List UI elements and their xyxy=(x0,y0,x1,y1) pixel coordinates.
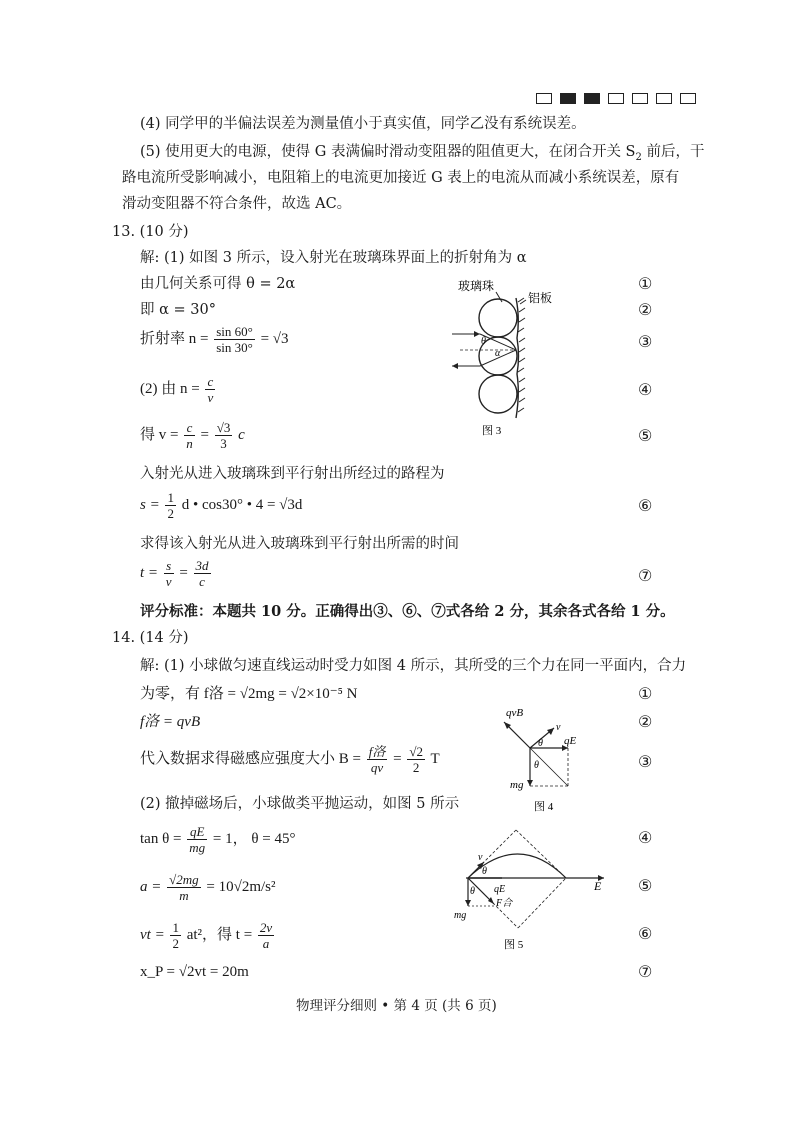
figure-4 xyxy=(492,706,602,818)
page-marker-boxes xyxy=(528,88,696,107)
eq-number: ① xyxy=(638,274,653,293)
eq-text: c xyxy=(238,426,245,443)
fraction xyxy=(194,558,211,589)
q13-line8 xyxy=(140,490,302,521)
marker-box xyxy=(560,93,576,104)
q13-line7: 入射光从进入玻璃珠到平行射出所经过的路程为 xyxy=(140,466,445,482)
eq-number: ④ xyxy=(638,828,653,847)
figure-5 xyxy=(448,822,614,956)
figure-3 xyxy=(440,278,560,438)
marker-box xyxy=(656,93,672,104)
fig5-caption: 图 5 xyxy=(504,939,524,951)
eq-number: ⑥ xyxy=(638,496,653,515)
q13-scoring: 评分标准：本题共 10 分。正确得出③、⑥、⑦式各给 2 分，其余各式各给 1 分。 xyxy=(140,603,675,620)
q13-line2: 由几何关系可得 θ = 2α xyxy=(140,276,296,292)
arrow xyxy=(474,331,480,337)
q13-line10 xyxy=(140,558,213,589)
denominator: c xyxy=(199,574,205,589)
q13-line3: 即 α = 30° xyxy=(140,302,216,318)
eq-text: tan θ = xyxy=(140,830,182,847)
eq-text: = 10√2m/s² xyxy=(206,878,276,895)
eq-number: ⑦ xyxy=(638,962,653,981)
eq-text: 得 v = xyxy=(140,426,179,443)
fig5-qE: qE xyxy=(494,884,506,895)
fraction xyxy=(214,324,255,355)
eq-number: ⑤ xyxy=(638,426,653,445)
eq-text: = xyxy=(393,750,402,767)
q14-line5: (2) 撤掉磁场后，小球做类平抛运动，如图 5 所示 xyxy=(140,796,460,812)
eq-text: T xyxy=(430,750,440,767)
fraction xyxy=(205,374,215,405)
numerator: qE xyxy=(187,824,207,840)
eq-number: ② xyxy=(638,300,653,319)
fig3-alpha: α xyxy=(495,348,501,359)
text: 前后，干 xyxy=(641,144,705,160)
denominator: mg xyxy=(189,840,206,855)
fig3-label-bead: 玻璃珠 xyxy=(458,279,495,293)
eq-text: t = xyxy=(140,564,159,581)
sec12-item5-line1 xyxy=(140,142,704,168)
fig5-theta: θ xyxy=(470,886,475,897)
eq-text: = 1， θ = 45° xyxy=(212,830,296,847)
q13-line1: 解: (1) 如图 3 所示，设入射光在玻璃珠界面上的折射角为 α xyxy=(140,250,527,266)
denominator: a xyxy=(262,936,270,951)
eq-number: ⑥ xyxy=(638,924,653,943)
denominator: 2 xyxy=(167,506,174,521)
fig5-theta: θ xyxy=(482,866,487,877)
denominator: sin 30° xyxy=(216,340,253,355)
eq-text: vt = xyxy=(140,926,165,943)
numerator: √2 xyxy=(409,744,423,759)
q14-line3: f洛 = qvB xyxy=(140,714,201,730)
fraction xyxy=(170,920,181,951)
eq-text: = xyxy=(179,564,188,581)
eq-text: 代入数据求得磁感应强度大小 B = xyxy=(140,750,361,767)
numerator: 1 xyxy=(172,920,179,935)
q13-title: 13. (10 分) xyxy=(112,224,189,240)
eq-text: = xyxy=(200,426,209,443)
eq-text: (2) 由 n = xyxy=(140,380,200,397)
dashed-line xyxy=(518,878,566,928)
numerator: s xyxy=(164,558,174,574)
glass-bead xyxy=(479,299,517,337)
denominator: v xyxy=(165,574,172,589)
q14-title: 14. (14 分) xyxy=(112,630,189,646)
numerator: √3 xyxy=(216,420,231,435)
q14-line7 xyxy=(140,872,276,903)
q13-line9: 求得该入射光从进入玻璃珠到平行射出所需的时间 xyxy=(140,536,459,552)
page-footer: 物理评分细则 • 第 4 页 (共 6 页) xyxy=(296,998,497,1014)
arrow xyxy=(527,780,533,786)
numerator: c xyxy=(207,374,214,389)
fig3-caption: 图 3 xyxy=(482,425,502,437)
eq-number: ④ xyxy=(638,380,653,399)
marker-box xyxy=(632,93,648,104)
fraction xyxy=(167,872,201,903)
eq-text: at²，得 t = xyxy=(186,926,253,943)
marker-box xyxy=(608,93,624,104)
q14-line1: 解: (1) 小球做匀速直线运动时受力如图 4 所示，其所受的三个力在同一平面内，合力 xyxy=(140,658,687,674)
fraction xyxy=(165,490,176,521)
eq-number: ③ xyxy=(638,752,653,771)
eq-number: ⑦ xyxy=(638,566,653,585)
eq-number: ③ xyxy=(638,332,653,351)
fig4-qvB: qvB xyxy=(506,707,524,719)
fraction xyxy=(215,420,233,451)
eq-number: ② xyxy=(638,712,653,731)
q13-line4 xyxy=(140,324,289,355)
denominator: m xyxy=(179,888,189,903)
q14-line4 xyxy=(140,744,440,775)
numerator: 1 xyxy=(167,490,174,505)
fraction xyxy=(258,920,274,951)
eq-text: 折射率 n = xyxy=(140,330,209,347)
fig5-E: E xyxy=(594,879,602,893)
eq-number: ⑤ xyxy=(638,876,653,895)
numerator: 2v xyxy=(259,920,273,935)
fig5-F: F合 xyxy=(496,898,513,909)
leader-line xyxy=(496,292,502,302)
text: (5) 使用更大的电源，使得 G 表满偏时滑动变阻器的阻值更大，在闭合开关 S xyxy=(140,144,636,160)
denominator: 3 xyxy=(220,436,227,451)
numerator: √2mg xyxy=(169,872,199,887)
marker-box xyxy=(536,93,552,104)
eq-text: = √3 xyxy=(260,330,289,347)
denominator: qv xyxy=(370,760,384,775)
fig3-label-plate: 铝板 xyxy=(528,291,553,305)
fig4-mg: mg xyxy=(510,779,524,791)
fraction xyxy=(164,558,174,589)
numerator: c xyxy=(184,420,195,436)
fig4-caption: 图 4 xyxy=(534,801,554,813)
arrow xyxy=(465,900,471,906)
fraction xyxy=(184,420,195,451)
sec12-item5-line2: 路电流所受影响减小，电阻箱上的电流更加接近 G 表上的电流从而减小系统误差，原有 xyxy=(122,170,680,186)
fig5-v: v xyxy=(478,852,483,863)
fig4-v: v xyxy=(556,722,561,733)
marker-box xyxy=(584,93,600,104)
eq-text: s = xyxy=(140,496,160,513)
arrow xyxy=(488,897,494,904)
q14-line9: x_P = √2vt = 20m xyxy=(140,964,249,980)
numerator: sin 60° xyxy=(216,324,253,339)
q13-line6 xyxy=(140,420,245,451)
q14-line2: 为零，有 f洛 = √2mg = √2×10⁻⁵ N xyxy=(140,686,358,702)
fraction xyxy=(407,744,425,775)
denominator: n xyxy=(186,436,193,451)
eq-text: a = xyxy=(140,878,162,895)
sec12-item5-line3: 滑动变阻器不符合条件，故选 AC。 xyxy=(122,196,352,212)
subscript: 2 xyxy=(635,151,642,163)
denominator: 2 xyxy=(412,760,420,775)
eq-text: d • cos30° • 4 = √3d xyxy=(181,496,303,513)
glass-bead xyxy=(479,375,517,413)
sec12-item4: (4) 同学甲的半偏法误差为测量值小于真实值，同学乙没有系统误差。 xyxy=(140,116,586,132)
fig3-theta: θ xyxy=(481,336,486,347)
numerator: f洛 xyxy=(368,744,386,759)
q14-line6 xyxy=(140,824,295,855)
fraction xyxy=(187,824,207,855)
fig4-theta: θ xyxy=(534,760,539,771)
fig4-theta: θ xyxy=(538,738,543,749)
numerator: 3d xyxy=(195,558,209,573)
fig5-mg: mg xyxy=(454,910,467,921)
arrow xyxy=(547,728,554,735)
q13-line5 xyxy=(140,374,217,405)
denominator: 2 xyxy=(172,936,179,951)
q14-line8 xyxy=(140,920,276,951)
denominator: v xyxy=(207,390,214,405)
fraction xyxy=(367,744,388,775)
fig4-qE: qE xyxy=(564,735,577,747)
marker-box xyxy=(680,93,696,104)
eq-number: ① xyxy=(638,684,653,703)
arrow xyxy=(452,363,458,369)
